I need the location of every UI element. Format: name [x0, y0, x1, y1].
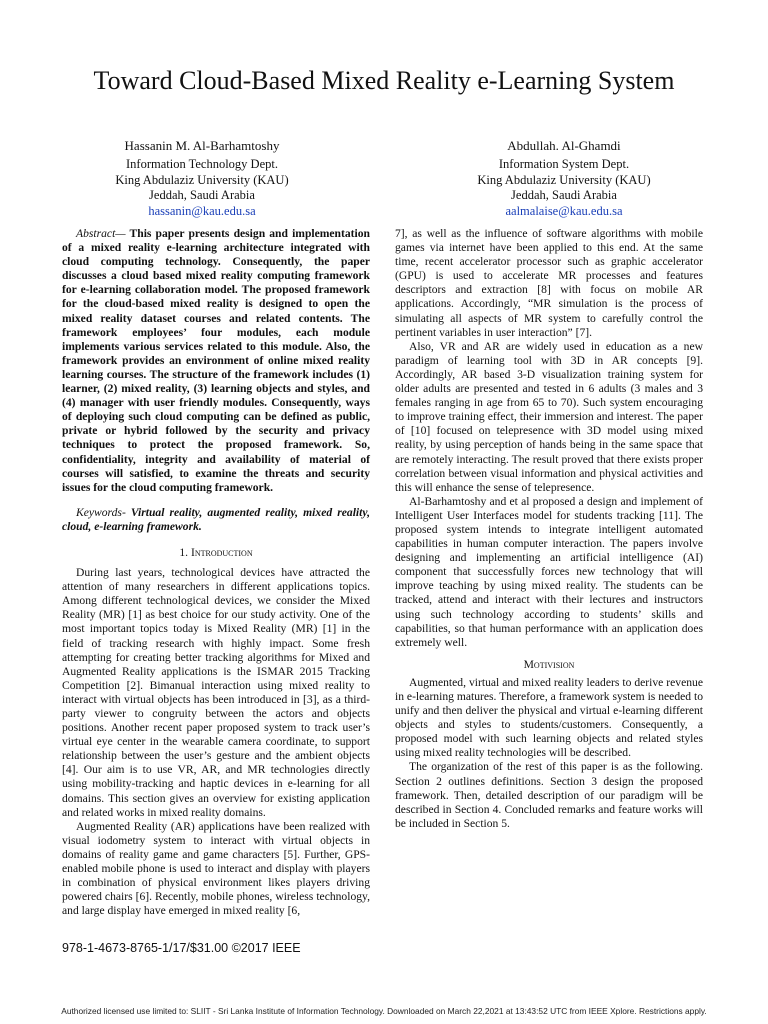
paper-title: Toward Cloud-Based Mixed Reality e-Learning System — [93, 66, 675, 95]
paragraph: Also, VR and AR are widely used in education as a new paradigm of learning tool with 3D in AR concepts [9]. Accordingly, AR based 3-D visualization training system for older adults are presented and tested in 6 adults (3 males and 3 females ranging in age from 65 to 70). Such system encouraging to improve training effect, their immersion and interest. The paper of [10] focused on telepresence with 3D model using mixed reality, by using perception of hands being in the same space that are remotely interacting. The result proved that there exists proper correlation between visual information and physical activities and this will enhance the sense of telepresence. — [395, 339, 703, 494]
abstract-lead: Abstract— — [76, 227, 126, 240]
author-name: Hassanin M. Al-Barhamtoshy — [124, 138, 280, 153]
paragraph: During last years, technological devices have attracted the attention of many researchers in different applications topics. Among different technological devices, we consider the Mixed Reality (MR) [1] as best choice for our study activity. One of the most important topics today is Mixed Reality (MR) [1] in the field of tracking research with highly impact. Some fresh attempting for creating better tracking algorithms for Mixed and Augmented Reality applications is the ISMAR 2015 Tracking Competition [2]. Bimanual interaction using mixed reality to interact with virtual objects has been introduced in [3], as a third-party viewer to congruity between the actors and objects positions. Another recent paper proposed system to track user’s virtual eye center in the wearable camera coordinate, to support relationship between the user’s gesture and the ambient objects [4]. Our aim is to use VR, AR, and MR technologies directly using mobility-tracking and haptic devices in e-learning for all domains. This section gives an overview for existing application and related works in mixed reality domains. — [62, 566, 370, 819]
author-email-link[interactable]: aalmalaise@kau.edu.sa — [505, 204, 623, 219]
license-notice: Authorized licensed use limited to: SLIIT - Sri Lanka Institute of Information Technology. Downloaded on March 22,2021 at 13:43:52 UTC from IEEE Xplore. Restrictions apply. — [61, 1006, 707, 1016]
author-block-1 — [52, 138, 352, 220]
keywords — [62, 506, 370, 534]
copyright-notice: 978-1-4673-8765-1/17/$31.00 ©2017 IEEE — [62, 941, 301, 955]
section-heading-introduction: 1. Introduction — [179, 545, 253, 559]
keywords-lead: Keywords- — [76, 505, 126, 519]
section-heading-motivation: Motivision — [523, 657, 575, 671]
author-dept: Information Technology Dept. — [126, 156, 278, 171]
left-column — [62, 227, 370, 918]
author-block-2 — [414, 138, 714, 220]
author-dept: Information System Dept. — [498, 156, 630, 171]
paragraph: Al-Barhamtoshy and et al proposed a design and implement of Intelligent User Interfaces model for students tracking [11]. The proposed system intends to integrate intelligent automated capabilities in human computer interaction. The papers involve designing and implementing an artificial intelligence (AI) component that successfully forces new technology that will improve teaching by using mixed reality. The students can be tracked, attend and interact with their lectures and instructors using such technology according to students’ skills and capabilities, so that human performance with an application does extremely well. — [395, 494, 703, 649]
author-city: Jeddah, Saudi Arabia — [149, 188, 255, 203]
author-city: Jeddah, Saudi Arabia — [511, 188, 617, 203]
keywords-body: Virtual reality, augmented reality, mixed reality, cloud, e-learning framework. — [62, 505, 370, 533]
author-university: King Abdulaziz University (KAU) — [477, 172, 651, 187]
author-name: Abdullah. Al-Ghamdi — [507, 138, 621, 153]
paragraph: Augmented, virtual and mixed reality leaders to derive revenue in e-learning matures. Therefore, a framework system is needed to unify and then deliver the physical and virtual e-learning different objects and styles to students/customers. Consequently, a proposed model with such learning objects and related styles using mixed reality technologies will be described. — [395, 675, 703, 760]
author-university: King Abdulaziz University (KAU) — [115, 172, 289, 187]
author-email-link[interactable]: hassanin@kau.edu.sa — [148, 204, 256, 219]
abstract-body: This paper presents design and implementation of a mixed reality e-learning architecture integrated with cloud computing technology. Consequently, the paper discusses a cloud based mixed reality computing framework for e-learning collaboration model. The proposed framework for the cloud-based mixed reality is designed to open the mixed reality dataset courses and related contents. The framework employees’ four modules, each module implements various services related to this module. Also, the framework provides an environment of online mixed reality learning courses. The structure of the framework includes (1) learner, (2) mixed reality, (3) learning objects and styles, and (4) manager with user friendly modules. Consequently, ways of deploying such cloud computing can be defined as public, private or hybrid followed by the security and privacy techniques to protect the proposed framework. So, confidentiality, integrity and availability of material of courses will satisfied, to examine the threats and security issues for the cloud computing framework. — [62, 227, 370, 494]
right-column — [395, 227, 703, 831]
paragraph: Augmented Reality (AR) applications have been realized with visual iodometry system to interact with virtual objects in domains of reality game and game characters [5]. Further, GPS-enabled mobile phone is used to interact and display with players in combination of physical environment likes players driving powered chairs [6]. Recently, mobile phones, wireless technology, and large display have emerged in mixed reality [6, — [62, 819, 370, 918]
paragraph: The organization of the rest of this paper is as the following. Section 2 outlines definitions. Section 3 design the proposed framework. Then, detailed description of our paradigm will be described in Section 4. Concluded remarks and feature works will be included in Section 5. — [395, 760, 703, 830]
paragraph: 7], as well as the influence of software algorithms with mobile games via internet have been applied to this end. At the same time, recent accelerator processor such as graphic accelerator (GPU) is used to accelerate MR processes and features descriptors and extraction [8] with focus on mobile AR applications. Accordingly, “MR simulation is the process of simulating all aspects of MR system to carefully control the pertinent variables in user interaction” [7]. — [395, 227, 703, 339]
abstract — [62, 227, 370, 495]
